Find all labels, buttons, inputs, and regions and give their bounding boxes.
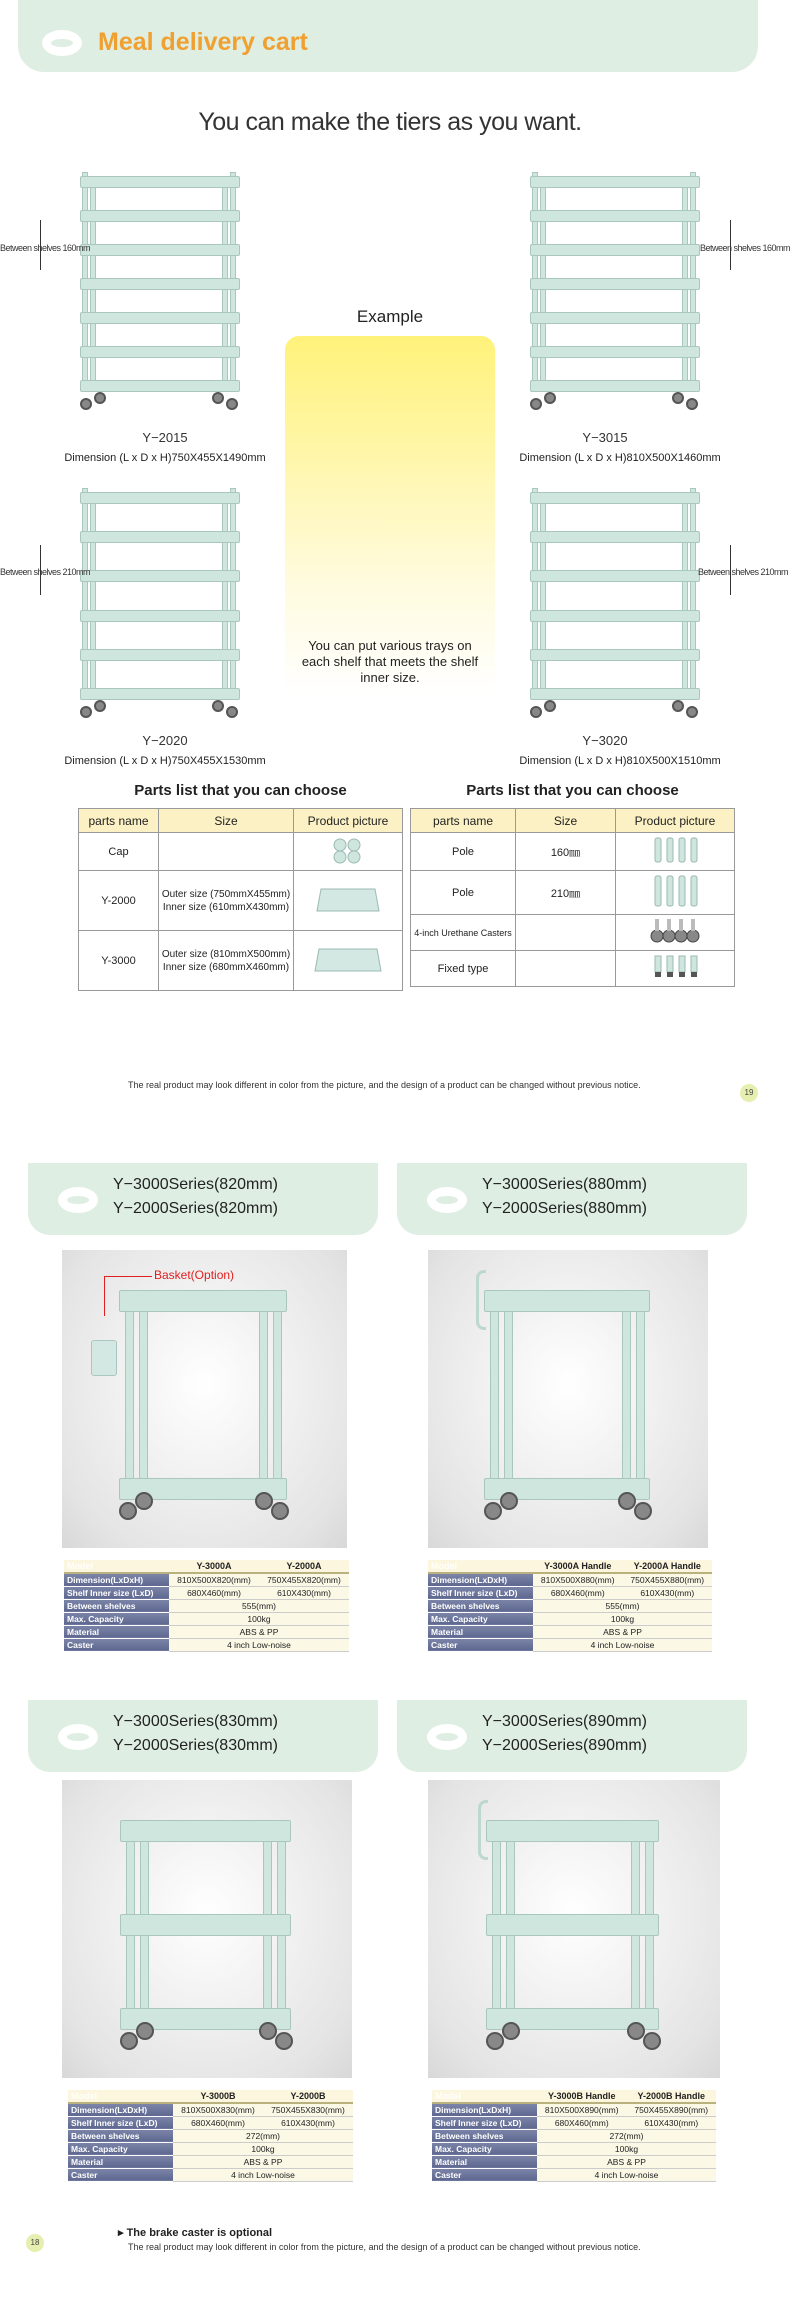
spec-row-label: Shelf Inner size (LxD): [68, 2116, 173, 2129]
tray-picture-icon: [294, 931, 403, 991]
utility-cart-icon: [125, 1290, 282, 1498]
caster-wheel-icon: [530, 398, 542, 410]
series-banner: [28, 1700, 378, 1772]
spec-row-value-a: 680X460(mm): [169, 1586, 259, 1599]
cart-shelf: [80, 688, 240, 700]
cart-shelf: [530, 492, 700, 504]
col-header-product-picture: Product picture: [294, 809, 403, 833]
cart-shelf: [80, 570, 240, 582]
cart-shelf: [530, 244, 700, 256]
cart-post: [230, 488, 236, 698]
brand-logo-icon: [58, 1724, 98, 1750]
caster-wheel-icon: [271, 1502, 289, 1520]
cart-shelf: [80, 346, 240, 358]
cart-shelf: [486, 1820, 659, 1842]
pole-picture-icon: [616, 871, 735, 915]
spec-model-b: Y-2000A: [259, 1560, 349, 1573]
spec-row-label: Max. Capacity: [432, 2142, 537, 2155]
part-size: 160㎜: [516, 833, 616, 871]
cart-post: [259, 1300, 268, 1498]
pole-picture-icon: [616, 833, 735, 871]
cart-shelf: [80, 531, 240, 543]
spec-header-model: Model: [64, 1560, 169, 1573]
cart-shelf: [80, 210, 240, 222]
part-size: [516, 915, 616, 951]
cart-shelf: [530, 531, 700, 543]
cart-dimension-y3015: Dimension (L x D x H)810X500X1460mm: [519, 452, 721, 464]
cart-model-y2015: Y−2015: [142, 430, 188, 445]
cart-shelf: [80, 649, 240, 661]
spec-row-label: Between shelves: [428, 1599, 533, 1612]
spec-row-value-b: 750X455X880(mm): [623, 1573, 713, 1586]
spec-model-b: Y-2000B: [263, 2090, 353, 2103]
spec-model-a: Y-3000B: [173, 2090, 263, 2103]
spec-row-label: Between shelves: [432, 2129, 537, 2142]
series-title: Y−2000Series(880mm): [482, 1200, 647, 1217]
spec-row-label: Between shelves: [68, 2129, 173, 2142]
spec-row-value: 4 inch Low-noise: [169, 1638, 349, 1651]
spec-row-label: Dimension(LxDxH): [432, 2103, 537, 2116]
spec-row-value: 100kg: [173, 2142, 353, 2155]
product-photo: [62, 1780, 352, 2078]
caster-picture-icon: [616, 915, 735, 951]
spec-row-value-b: 610X430(mm): [623, 1586, 713, 1599]
cart-post: [636, 1290, 645, 1498]
cart-post: [532, 488, 538, 698]
bullet-icon: ▸: [118, 2227, 127, 2239]
series-title: Y−2000Series(830mm): [113, 1737, 278, 1754]
push-handle-icon: [478, 1800, 488, 1860]
col-header-parts-name: parts name: [411, 809, 516, 833]
spec-model-a: Y-3000A Handle: [533, 1560, 623, 1573]
part-size: Outer size (810mmX500mm) Inner size (680mmX460mm): [159, 931, 294, 991]
cart-shelf: [486, 1914, 659, 1936]
utility-cart-icon: [126, 1820, 286, 2028]
series-title: Y−2000Series(820mm): [113, 1200, 278, 1217]
caster-wheel-icon: [544, 700, 556, 712]
brand-logo-icon: [427, 1724, 467, 1750]
spec-row-label: Max. Capacity: [428, 1612, 533, 1625]
cart-image-y3020: [530, 488, 700, 720]
spec-table: [68, 2090, 353, 2182]
spec-row-label: Material: [68, 2155, 173, 2168]
spec-row-value: 555(mm): [169, 1599, 349, 1612]
cart-shelf: [484, 1290, 650, 1312]
parts-table-left: [78, 808, 403, 991]
spec-row-value-a: 810X500X890(mm): [537, 2103, 627, 2116]
spec-row-label: Dimension(LxDxH): [68, 2103, 173, 2116]
series-title: Y−3000Series(820mm): [113, 1176, 278, 1193]
spec-row-value: 100kg: [537, 2142, 716, 2155]
caster-wheel-icon: [502, 2022, 520, 2040]
series-banner: [397, 1700, 747, 1772]
parts-table-right: [410, 808, 735, 987]
caster-wheel-icon: [120, 2032, 138, 2050]
spec-row-label: Material: [432, 2155, 537, 2168]
caster-wheel-icon: [94, 700, 106, 712]
basket-pointer-line: [104, 1276, 105, 1316]
spec-table: [432, 2090, 716, 2182]
parts-right-title: Parts list that you can choose: [466, 782, 679, 799]
cart-shelf: [80, 176, 240, 188]
cart-shelf: [80, 278, 240, 290]
spec-row-value-b: 750X455X820(mm): [259, 1573, 349, 1586]
series-title: Y−3000Series(830mm): [113, 1713, 278, 1730]
caster-wheel-icon: [486, 2032, 504, 2050]
product-photo: [428, 1250, 708, 1548]
spec-row-value: 4 inch Low-noise: [533, 1638, 712, 1651]
spec-row-value-b: 610X430(mm): [627, 2116, 717, 2129]
caster-wheel-icon: [275, 2032, 293, 2050]
spec-row-label: Dimension(LxDxH): [64, 1573, 169, 1586]
spec-row-value: ABS & PP: [169, 1625, 349, 1638]
part-name: Pole: [411, 871, 516, 915]
cart-model-y3020: Y−3020: [582, 733, 628, 748]
spec-row-label: Between shelves: [64, 1599, 169, 1612]
utility-cart-icon: [492, 1820, 653, 2028]
series-banner: [28, 1163, 378, 1235]
page1-note: The real product may look different in color from the picture, and the design of a product can be changed without previous notice.: [128, 1080, 641, 1090]
example-label: Example: [356, 307, 424, 326]
caster-wheel-icon: [136, 2022, 154, 2040]
spec-row-label: Caster: [68, 2168, 173, 2181]
caster-wheel-icon: [634, 1502, 652, 1520]
basket-option-icon: [91, 1340, 117, 1376]
spec-table: [428, 1560, 712, 1652]
cart-shelf: [80, 312, 240, 324]
spec-table: [64, 1560, 349, 1652]
cart-dimension-y2020: Dimension (L x D x H)750X455X1530mm: [64, 755, 266, 767]
cart-shelf: [530, 570, 700, 582]
cart-shelf: [530, 610, 700, 622]
caster-wheel-icon: [212, 700, 224, 712]
page-title: Meal delivery cart: [98, 28, 308, 56]
utility-cart-icon: [490, 1290, 644, 1498]
page-header-banner: [18, 0, 758, 72]
caster-wheel-icon: [226, 706, 238, 718]
spec-model-b: Y-2000B Handle: [627, 2090, 717, 2103]
caster-wheel-icon: [686, 398, 698, 410]
cart-shelf: [80, 244, 240, 256]
cart-shelf: [530, 278, 700, 290]
cart-shelf: [119, 1290, 288, 1312]
spec-row-label: Shelf Inner size (LxD): [432, 2116, 537, 2129]
spec-row-value: 555(mm): [533, 1599, 712, 1612]
product-photo: [62, 1250, 347, 1548]
product-photo: [428, 1780, 720, 2078]
series-title: Y−2000Series(890mm): [482, 1737, 647, 1754]
spec-row-value: 272(mm): [173, 2129, 353, 2142]
page-number-18: 18: [26, 2234, 44, 2252]
spec-row-label: Shelf Inner size (LxD): [64, 1586, 169, 1599]
spec-row-label: Material: [428, 1625, 533, 1638]
cart-image-y3015: [530, 172, 700, 412]
tray-picture-icon: [294, 871, 403, 931]
part-name: Y-3000: [79, 931, 159, 991]
series-title: Y−3000Series(880mm): [482, 1176, 647, 1193]
spec-header-model: Model: [428, 1560, 533, 1573]
spec-row-value-b: 610X430(mm): [263, 2116, 353, 2129]
part-name: Pole: [411, 833, 516, 871]
caster-wheel-icon: [627, 2022, 645, 2040]
cart-shelf: [80, 380, 240, 392]
cart-shelf: [530, 688, 700, 700]
spec-row-value: 272(mm): [537, 2129, 716, 2142]
caster-wheel-icon: [686, 706, 698, 718]
fixed-leg-picture-icon: [616, 951, 735, 987]
part-name: Y-2000: [79, 871, 159, 931]
spec-row-value-b: 610X430(mm): [259, 1586, 349, 1599]
cart-shelf: [530, 346, 700, 358]
part-size: 210㎜: [516, 871, 616, 915]
brand-logo-icon: [42, 30, 82, 56]
spec-header-model: Model: [68, 2090, 173, 2103]
spec-row-value-a: 810X500X880(mm): [533, 1573, 623, 1586]
part-name: 4-inch Urethane Casters: [411, 915, 516, 951]
brake-note: [118, 2226, 272, 2239]
caster-wheel-icon: [672, 392, 684, 404]
spec-row-value: ABS & PP: [173, 2155, 353, 2168]
between-label-y3020: Between shelves 210mm: [698, 567, 789, 577]
cart-post: [139, 1300, 148, 1498]
spec-row-value-a: 680X460(mm): [533, 1586, 623, 1599]
col-header-size: Size: [159, 809, 294, 833]
cart-post: [690, 488, 696, 698]
cart-post: [490, 1290, 499, 1498]
caster-wheel-icon: [212, 392, 224, 404]
part-size: [159, 833, 294, 871]
cart-dimension-y2015: Dimension (L x D x H)750X455X1490mm: [64, 452, 266, 464]
spec-row-label: Max. Capacity: [64, 1612, 169, 1625]
col-header-parts-name: parts name: [79, 809, 159, 833]
cart-post: [273, 1290, 282, 1498]
caster-wheel-icon: [226, 398, 238, 410]
spec-row-value: ABS & PP: [533, 1625, 712, 1638]
example-caption: You can put various trays on each shelf that meets the shelf inner size.: [301, 638, 479, 685]
cart-shelf: [80, 610, 240, 622]
caster-wheel-icon: [119, 1502, 137, 1520]
cart-post: [82, 488, 88, 698]
cart-shelf: [120, 1820, 292, 1842]
series-banner: [397, 1163, 747, 1235]
spec-row-label: Caster: [432, 2168, 537, 2181]
cart-post: [125, 1290, 134, 1498]
cart-post: [504, 1300, 513, 1498]
between-label-y2015: Between shelves 160mm: [0, 243, 91, 253]
spec-row-value: 4 inch Low-noise: [537, 2168, 716, 2181]
caster-wheel-icon: [618, 1492, 636, 1510]
page2-note: The real product may look different in color from the picture, and the design of a product can be changed without previous notice.: [128, 2242, 641, 2252]
caster-wheel-icon: [530, 706, 542, 718]
caster-wheel-icon: [500, 1492, 518, 1510]
caster-wheel-icon: [484, 1502, 502, 1520]
cart-image-y2020: [80, 488, 240, 720]
spec-model-b: Y-2000A Handle: [623, 1560, 713, 1573]
page-number-19: 19: [740, 1084, 758, 1102]
spec-row-value: ABS & PP: [537, 2155, 716, 2168]
spec-row-label: Caster: [64, 1638, 169, 1651]
series-title: Y−3000Series(890mm): [482, 1713, 647, 1730]
spec-row-value-b: 750X455X890(mm): [627, 2103, 717, 2116]
part-size: Outer size (750mmX455mm) Inner size (610mmX430mm): [159, 871, 294, 931]
caster-wheel-icon: [80, 706, 92, 718]
spec-row-value: 100kg: [169, 1612, 349, 1625]
cart-shelf: [530, 312, 700, 324]
cart-shelf: [530, 176, 700, 188]
spec-row-value-a: 810X500X830(mm): [173, 2103, 263, 2116]
basket-pointer-line: [104, 1276, 152, 1277]
part-name: Cap: [79, 833, 159, 871]
parts-left-title: Parts list that you can choose: [134, 782, 347, 799]
spec-model-a: Y-3000A: [169, 1560, 259, 1573]
between-label-y3015: Between shelves 160mm: [700, 243, 790, 253]
cart-shelf: [120, 1914, 292, 1936]
basket-option-label: Basket(Option): [154, 1268, 235, 1282]
caster-wheel-icon: [643, 2032, 661, 2050]
cart-post: [622, 1300, 631, 1498]
spec-row-label: Caster: [428, 1638, 533, 1651]
spec-row-value-b: 750X455X830(mm): [263, 2103, 353, 2116]
spec-row-label: Dimension(LxDxH): [428, 1573, 533, 1586]
part-size: [516, 951, 616, 987]
cart-shelf: [530, 380, 700, 392]
caster-wheel-icon: [135, 1492, 153, 1510]
caster-wheel-icon: [544, 392, 556, 404]
push-handle-icon: [476, 1270, 486, 1330]
brand-logo-icon: [427, 1187, 467, 1213]
col-header-product-picture: Product picture: [616, 809, 735, 833]
cart-shelf: [80, 492, 240, 504]
brake-note-text: The brake caster is optional: [126, 2227, 273, 2239]
between-label-y2020: Between shelves 210mm: [0, 567, 91, 577]
cap-picture-icon: [294, 833, 403, 871]
caster-wheel-icon: [80, 398, 92, 410]
cart-shelf: [530, 210, 700, 222]
cart-shelf: [530, 649, 700, 661]
spec-row-label: Material: [64, 1625, 169, 1638]
brand-logo-icon: [58, 1187, 98, 1213]
cart-image-y2015: [80, 172, 240, 412]
caster-wheel-icon: [94, 392, 106, 404]
part-name: Fixed type: [411, 951, 516, 987]
spec-row-value-a: 680X460(mm): [173, 2116, 263, 2129]
spec-row-label: Shelf Inner size (LxD): [428, 1586, 533, 1599]
cart-model-y3015: Y−3015: [582, 430, 628, 445]
col-header-size: Size: [516, 809, 616, 833]
spec-row-value: 100kg: [533, 1612, 712, 1625]
spec-header-model: Model: [432, 2090, 537, 2103]
caster-wheel-icon: [672, 700, 684, 712]
spec-row-value-a: 680X460(mm): [537, 2116, 627, 2129]
spec-row-label: Max. Capacity: [68, 2142, 173, 2155]
spec-model-a: Y-3000B Handle: [537, 2090, 627, 2103]
cart-model-y2020: Y−2020: [142, 733, 188, 748]
spec-row-value-a: 810X500X820(mm): [169, 1573, 259, 1586]
cart-dimension-y3020: Dimension (L x D x H)810X500X1510mm: [519, 755, 721, 767]
spec-row-value: 4 inch Low-noise: [173, 2168, 353, 2181]
page-subtitle: You can make the tiers as you want.: [198, 108, 582, 136]
